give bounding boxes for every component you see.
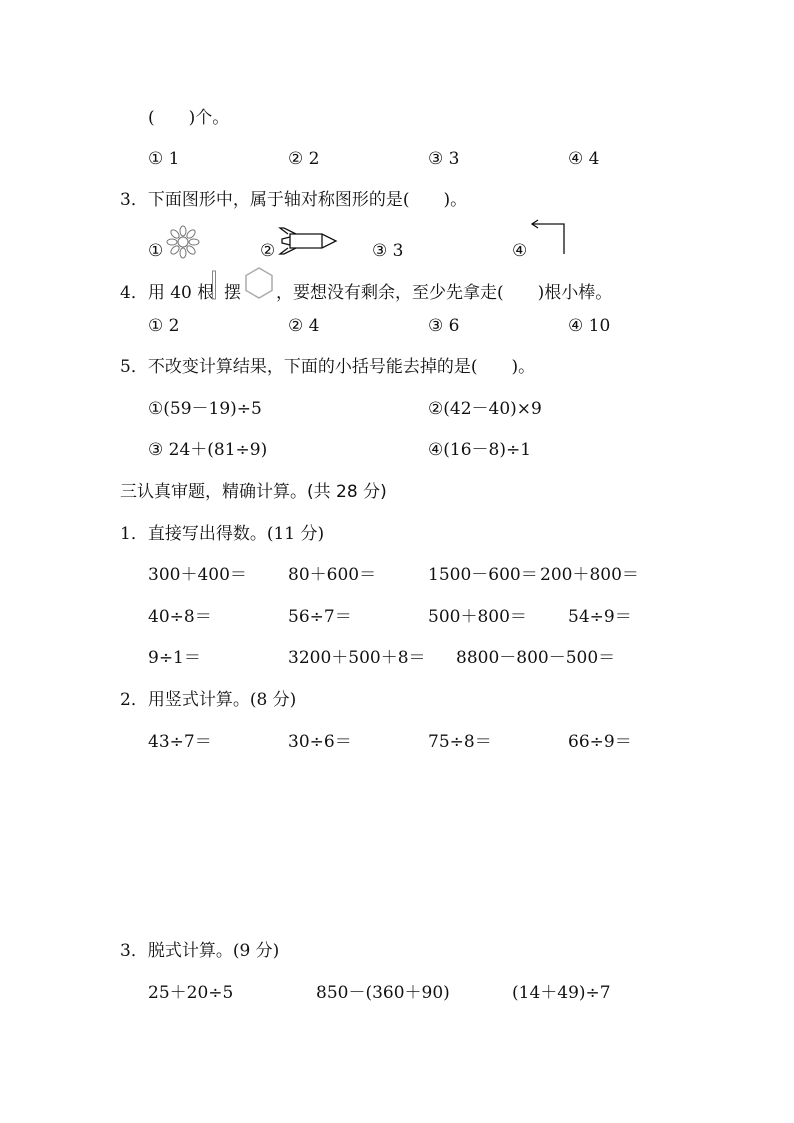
vertical-calc-item: 75÷8＝ <box>428 732 492 752</box>
q5-prompt: 5．不改变计算结果，下面的小括号能去掉的是( )。 <box>120 357 536 377</box>
q2-prompt-tail: ( )个。 <box>148 108 230 128</box>
oral-calc-item: 9÷1＝ <box>148 648 201 668</box>
q2-option-1[interactable]: ① 1 <box>148 149 180 169</box>
oral-calc-item: 80＋600＝ <box>288 565 377 585</box>
q5-option-4[interactable]: ④(16－8)÷1 <box>428 440 532 460</box>
vertical-calc-item: 43÷7＝ <box>148 732 212 752</box>
q4-option-2[interactable]: ② 4 <box>288 316 320 336</box>
q4-option-4[interactable]: ④ 10 <box>568 316 611 336</box>
q5-option-2[interactable]: ②(42－40)×9 <box>428 399 542 419</box>
oral-calc-item: 500＋800＝ <box>428 607 527 627</box>
oral-calc-item: 1500－600＝ <box>428 565 538 585</box>
q2-option-2[interactable]: ② 2 <box>288 149 320 169</box>
oral-calc-item: 300＋400＝ <box>148 565 247 585</box>
part1-title: 1．直接写出得数。(11 分) <box>120 524 325 544</box>
oral-calc-item: 54÷9＝ <box>568 607 632 627</box>
stick-icon <box>211 270 217 300</box>
q3-option-4[interactable]: ④ <box>512 241 528 261</box>
section-3-heading: 三认真审题，精确计算。(共 28 分) <box>120 482 387 502</box>
q3-option-3[interactable]: ③ 3 <box>372 241 404 261</box>
vertical-calc-item: 66÷9＝ <box>568 732 632 752</box>
oral-calc-item: 56÷7＝ <box>288 607 352 627</box>
q2-option-4[interactable]: ④ 4 <box>568 149 600 169</box>
q5-option-1[interactable]: ①(59－19)÷5 <box>148 399 262 419</box>
oral-calc-item: 8800－800－500＝ <box>456 648 616 668</box>
q3-option-2[interactable]: ② <box>260 241 276 261</box>
q4-prompt-b: 摆 <box>224 283 241 303</box>
q2-option-3[interactable]: ③ 3 <box>428 149 460 169</box>
vertical-calc-item: 30÷6＝ <box>288 732 352 752</box>
step-calc-item: 850－(360＋90) <box>316 983 450 1003</box>
rocket-icon <box>278 226 340 256</box>
oral-calc-item: 200＋800＝ <box>540 565 639 585</box>
q3-prompt: 3．下面图形中，属于轴对称图形的是( )。 <box>120 190 468 210</box>
bent-arrow-icon <box>528 220 570 256</box>
q3-option-1[interactable]: ① <box>148 241 164 261</box>
flower-icon <box>166 226 200 258</box>
q4-option-3[interactable]: ③ 6 <box>428 316 460 336</box>
hexagon-icon <box>244 266 274 300</box>
step-calc-item: 25＋20÷5 <box>148 983 234 1003</box>
part2-title: 2．用竖式计算。(8 分) <box>120 690 297 710</box>
q4-prompt-c: ，要想没有剩余，至少先拿走( )根小棒。 <box>276 283 613 303</box>
q4-prompt-a: 4．用 40 根 <box>120 283 215 303</box>
q5-option-3[interactable]: ③ 24＋(81÷9) <box>148 440 268 460</box>
oral-calc-item: 40÷8＝ <box>148 607 212 627</box>
part3-title: 3．脱式计算。(9 分) <box>120 941 280 961</box>
q4-option-1[interactable]: ① 2 <box>148 316 180 336</box>
oral-calc-item: 3200＋500＋8＝ <box>288 648 426 668</box>
step-calc-item: (14＋49)÷7 <box>512 983 611 1003</box>
